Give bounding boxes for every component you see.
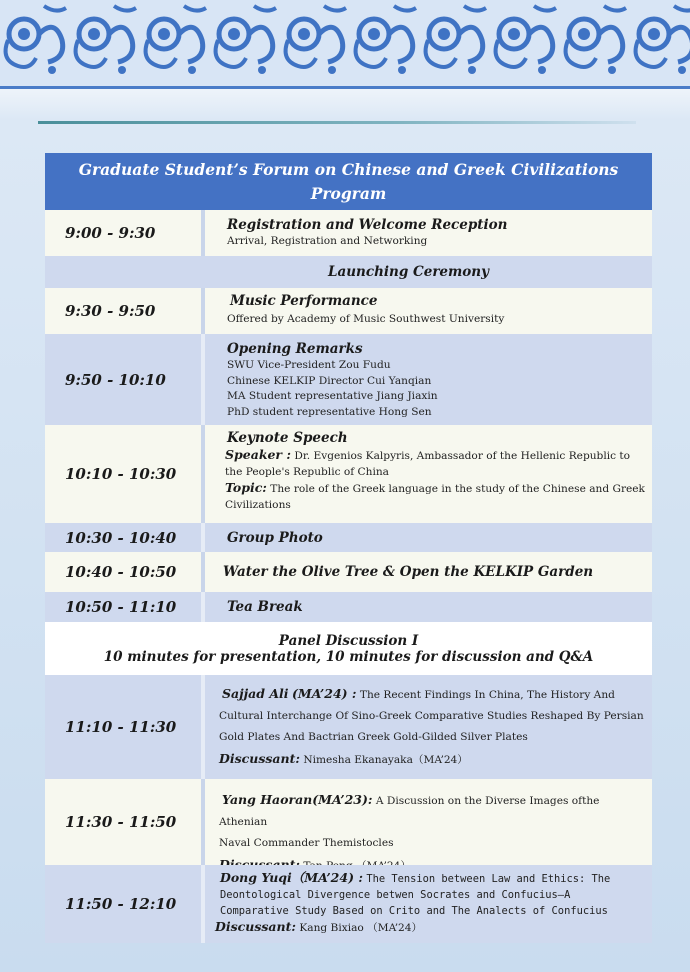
schedule-row <box>45 865 652 943</box>
speaker-text: Dr. Evgenios Kalpyris, Ambassador of the Hellenic Republic to <box>294 450 631 462</box>
session-detail: Arrival, Registration and Networking <box>227 235 428 247</box>
schedule-row <box>45 675 652 779</box>
time-slot: 11:50 - 12:10 <box>65 895 177 913</box>
session-heading: Music Performance <box>230 293 378 309</box>
discussant-label: Discussant: <box>215 919 296 934</box>
time-slot: 10:10 - 10:30 <box>65 465 177 483</box>
schedule-row <box>45 425 652 523</box>
session-detail: SWU Vice-President Zou Fudu <box>227 359 391 371</box>
schedule-row <box>45 552 652 592</box>
schedule-row <box>45 779 652 865</box>
session-heading: Keynote Speech <box>227 430 348 446</box>
session-detail: MA Student representative Jiang Jiaxin <box>227 390 438 402</box>
time-slot: 11:10 - 11:30 <box>65 718 177 736</box>
title-line-2: Program <box>310 184 387 203</box>
discussant-label: Discussant: <box>219 751 300 766</box>
session-heading: Tea Break <box>227 599 303 615</box>
schedule-row <box>45 210 652 256</box>
session-details <box>205 523 652 552</box>
presenter-cohort: (MA’23): <box>312 792 373 807</box>
schedule-row <box>45 288 652 334</box>
session-details <box>205 779 652 865</box>
paper-title-cont: Naval Commander Themistocles <box>219 837 394 849</box>
schedule-row <box>45 334 652 425</box>
session-details <box>205 210 652 256</box>
time-slot: 10:30 - 10:40 <box>65 528 177 547</box>
decorative-header-band <box>0 0 690 89</box>
session-details <box>205 334 652 425</box>
paper-title: The Tension between Law and Ethics: The <box>366 873 611 885</box>
session-details <box>205 425 652 523</box>
session-heading: Opening Remarks <box>227 341 363 357</box>
presenter-name: Sajjad Ali <box>222 686 289 701</box>
session-details <box>205 865 652 943</box>
section-row <box>45 622 652 675</box>
speaker-text-cont: the People's Republic of China <box>225 465 390 478</box>
program-table <box>45 153 652 943</box>
section-title: Panel Discussion I <box>278 632 419 649</box>
session-heading: Group Photo <box>227 529 323 546</box>
session-detail: Offered by Academy of Music Southwest University <box>227 313 505 325</box>
section-row <box>45 256 652 288</box>
time-slot: 11:30 - 11:50 <box>65 813 177 831</box>
session-details <box>205 592 652 622</box>
presenter-cohort: (MA’24) : <box>291 686 357 701</box>
time-slot: 10:40 - 10:50 <box>65 563 177 581</box>
topic-text-cont: Civilizations <box>225 498 291 511</box>
topic-label: Topic: <box>225 480 267 495</box>
session-detail: Chinese KELKIP Director Cui Yanqian <box>227 374 432 387</box>
session-heading: Registration and Welcome Reception <box>227 217 508 233</box>
presenter-name: Yang Haoran <box>222 792 313 807</box>
topic-text: The role of the Greek language in the study of the Chinese and Greek <box>270 483 645 495</box>
session-details <box>205 675 652 779</box>
session-detail: PhD student representative Hong Sen <box>227 405 432 418</box>
session-heading: Water the Olive Tree & Open the KELKIP Garden <box>223 564 594 580</box>
paper-title: The Recent Findings In China, The History And <box>359 689 615 701</box>
session-details <box>205 288 652 334</box>
speaker-label: Speaker : <box>225 447 291 462</box>
time-slot: 10:50 - 11:10 <box>65 598 177 616</box>
paper-title-cont: Deontological Divergence betwen Socrates and Confucius—A <box>220 889 571 901</box>
section-title: Launching Ceremony <box>328 264 489 280</box>
schedule-row <box>45 592 652 622</box>
program-title <box>45 153 652 210</box>
time-slot: 9:50 - 10:10 <box>65 370 166 389</box>
presenter-name: Dong Yuqi <box>220 870 292 885</box>
section-subtitle: 10 minutes for presentation, 10 minutes for discussion and Q&A <box>103 648 594 665</box>
scroll-pattern-ornament <box>0 0 690 86</box>
paper-title-cont: Comparative Study Based on Crito and The Analects of Confucius <box>220 905 608 917</box>
time-slot: 9:30 - 9:50 <box>65 302 156 320</box>
title-line-1: Graduate Student’s Forum on Chinese and Greek Civilizations <box>78 160 619 179</box>
paper-title-cont: Cultural Interchange Of Sino-Greek Comparative Studies Reshaped By Persian <box>219 710 644 722</box>
paper-title: A Discussion on the Diverse Images ofthe Athenian <box>219 795 600 828</box>
presenter-cohort: （MA’24) : <box>291 870 363 885</box>
paper-title-cont: Gold Plates And Bactrian Greek Gold-Gilded Silver Plates <box>219 731 528 743</box>
discussant-name: Kang Bixiao （MA’24） <box>299 922 423 934</box>
session-details <box>205 552 652 592</box>
time-slot: 9:00 - 9:30 <box>65 224 156 242</box>
discussant-name: Nimesha Ekanayaka（MA’24） <box>303 754 468 766</box>
divider-rule <box>38 121 636 124</box>
schedule-row <box>45 523 652 552</box>
